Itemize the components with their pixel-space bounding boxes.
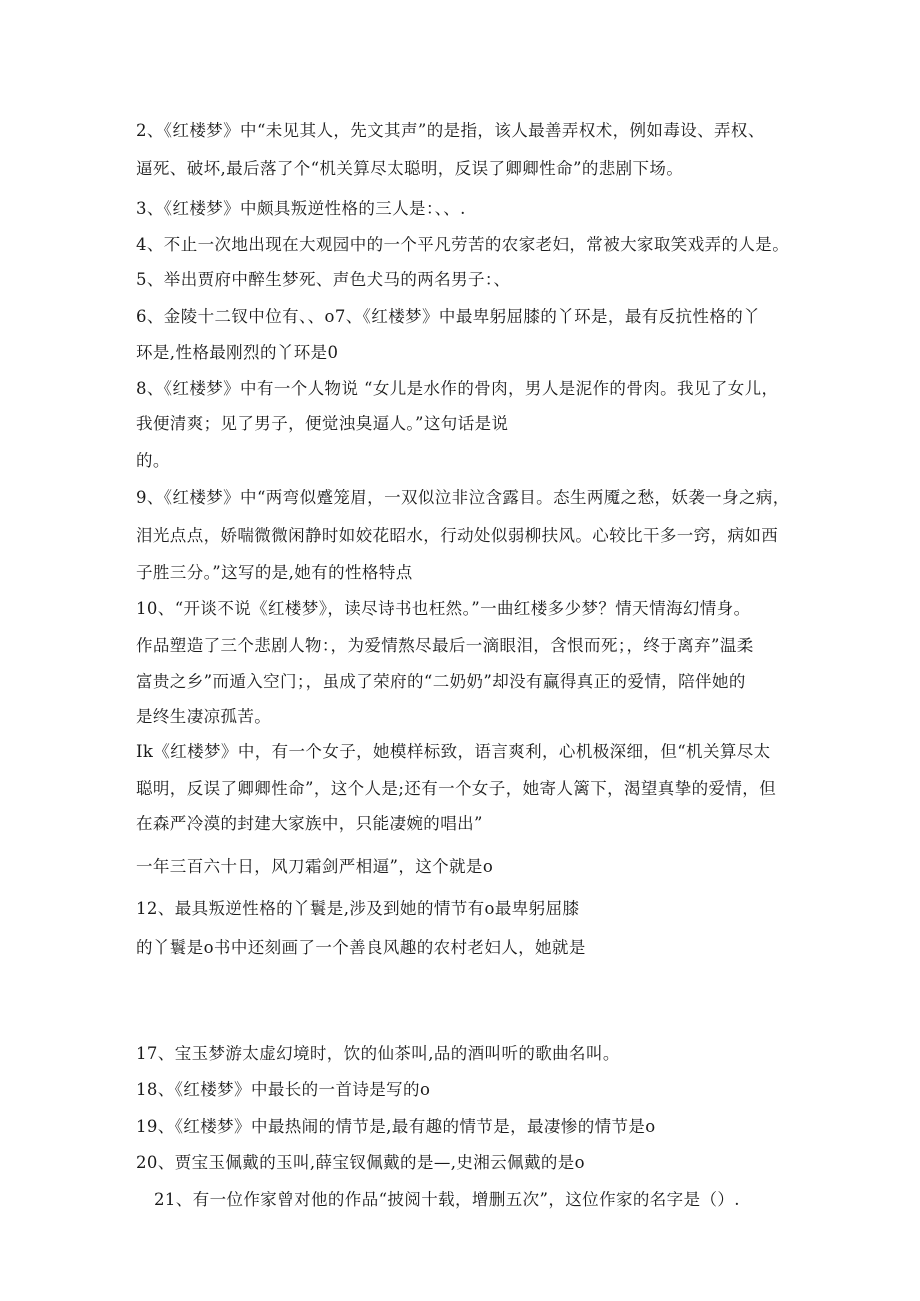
text-line: 21、有一位作家曾对他的作品“披阅十载，增删五次”，这位作家的名字是（）. [154, 1190, 740, 1209]
text-line: 8、《红楼梦》中有一个人物说 “女儿是水作的骨肉，男人是泥作的骨肉。我见了女儿， [136, 379, 779, 398]
text-line: 12、最具叛逆性格的丫鬟是,涉及到她的情节有o最卑躬屈膝 [136, 899, 580, 918]
text-line: 的丫鬟是o书中还刻画了一个善良风趣的农村老妇人，她就是 [136, 938, 586, 957]
text-line: 3、《红楼梦》中颇具叛逆性格的三人是：、、. [136, 199, 466, 218]
text-line: 在森严冷漠的封建大家族中，只能凄婉的唱出” [136, 814, 483, 833]
text-line: 9、《红楼梦》中“两弯似蹙笼眉，一双似泣非泣含露目。态生两魇之愁，妖袭一身之病， [136, 488, 790, 507]
text-line: Ik《红楼梦》中，有一个女子，她模样标致，语言爽利，心机极深细，但“机关算尽太 [136, 742, 771, 761]
text-line: 逼死、破坏,最后落了个“机关算尽太聪明，反误了卿卿性命”的悲剧下场。 [136, 159, 684, 178]
text-line: 一年三百六十日，风刀霜剑严相逼”，这个就是o [136, 857, 494, 876]
text-line: 17、宝玉梦游太虚幻境时，饮的仙茶叫,品的酒叫听的歌曲名叫。 [136, 1044, 620, 1063]
text-line: 作品塑造了三个悲剧人物：，为爱情熬尽最后一滴眼泪，含恨而死；，终于离弃”温柔 [136, 636, 754, 655]
text-line: 2、《红楼梦》中“未见其人，先文其声”的是指，该人最善弄权术，例如毒设、弄权、 [136, 121, 765, 140]
text-line: 10、“开谈不说《红楼梦》，读尽诗书也枉然。”一曲红楼多少梦？情天情海幻情身。 [136, 599, 751, 618]
text-line: 环是,性格最刚烈的丫环是0 [136, 343, 339, 362]
text-line: 聪明，反误了卿卿性命”，这个人是;还有一个女子，她寄人篱下，渴望真挚的爱情，但 [136, 779, 777, 798]
text-line: 4、不止一次地出现在大观园中的一个平凡劳苦的农家老妇，常被大家取笑戏弄的人是。 [136, 235, 790, 254]
text-line: 20、贾宝玉佩戴的玉叫,薛宝钗佩戴的是—,史湘云佩戴的是o [136, 1153, 586, 1172]
text-line: 是终生凄凉孤苦。 [136, 707, 272, 726]
text-line: 泪光点点，娇喘微微闲静时如姣花昭水，行动处似弱柳扶风。心较比干多一窍，病如西 [136, 526, 779, 545]
text-line: 6、金陵十二钗中位有、、o7、《红楼梦》中最卑躬屈膝的丫环是，最有反抗性格的丫 [136, 307, 761, 326]
text-line: 19、《红楼梦》中最热闹的情节是,最有趣的情节是，最凄惨的情节是o [136, 1117, 656, 1136]
text-line: 我便清爽；见了男子，便觉浊臭逼人。”这句话是说 [136, 414, 509, 433]
text-line: 富贵之乡”而遁入空门；，虽成了荣府的“二奶奶”却没有赢得真正的爱情，陪伴她的 [136, 672, 746, 691]
text-line: 18、《红楼梦》中最长的一首诗是写的o [136, 1080, 431, 1099]
text-line: 的。 [136, 451, 170, 470]
text-line: 子胜三分。”这写的是,她有的性格特点 [136, 563, 413, 582]
text-line: 5、举出贾府中醉生梦死、声色犬马的两名男子：、 [136, 270, 511, 289]
